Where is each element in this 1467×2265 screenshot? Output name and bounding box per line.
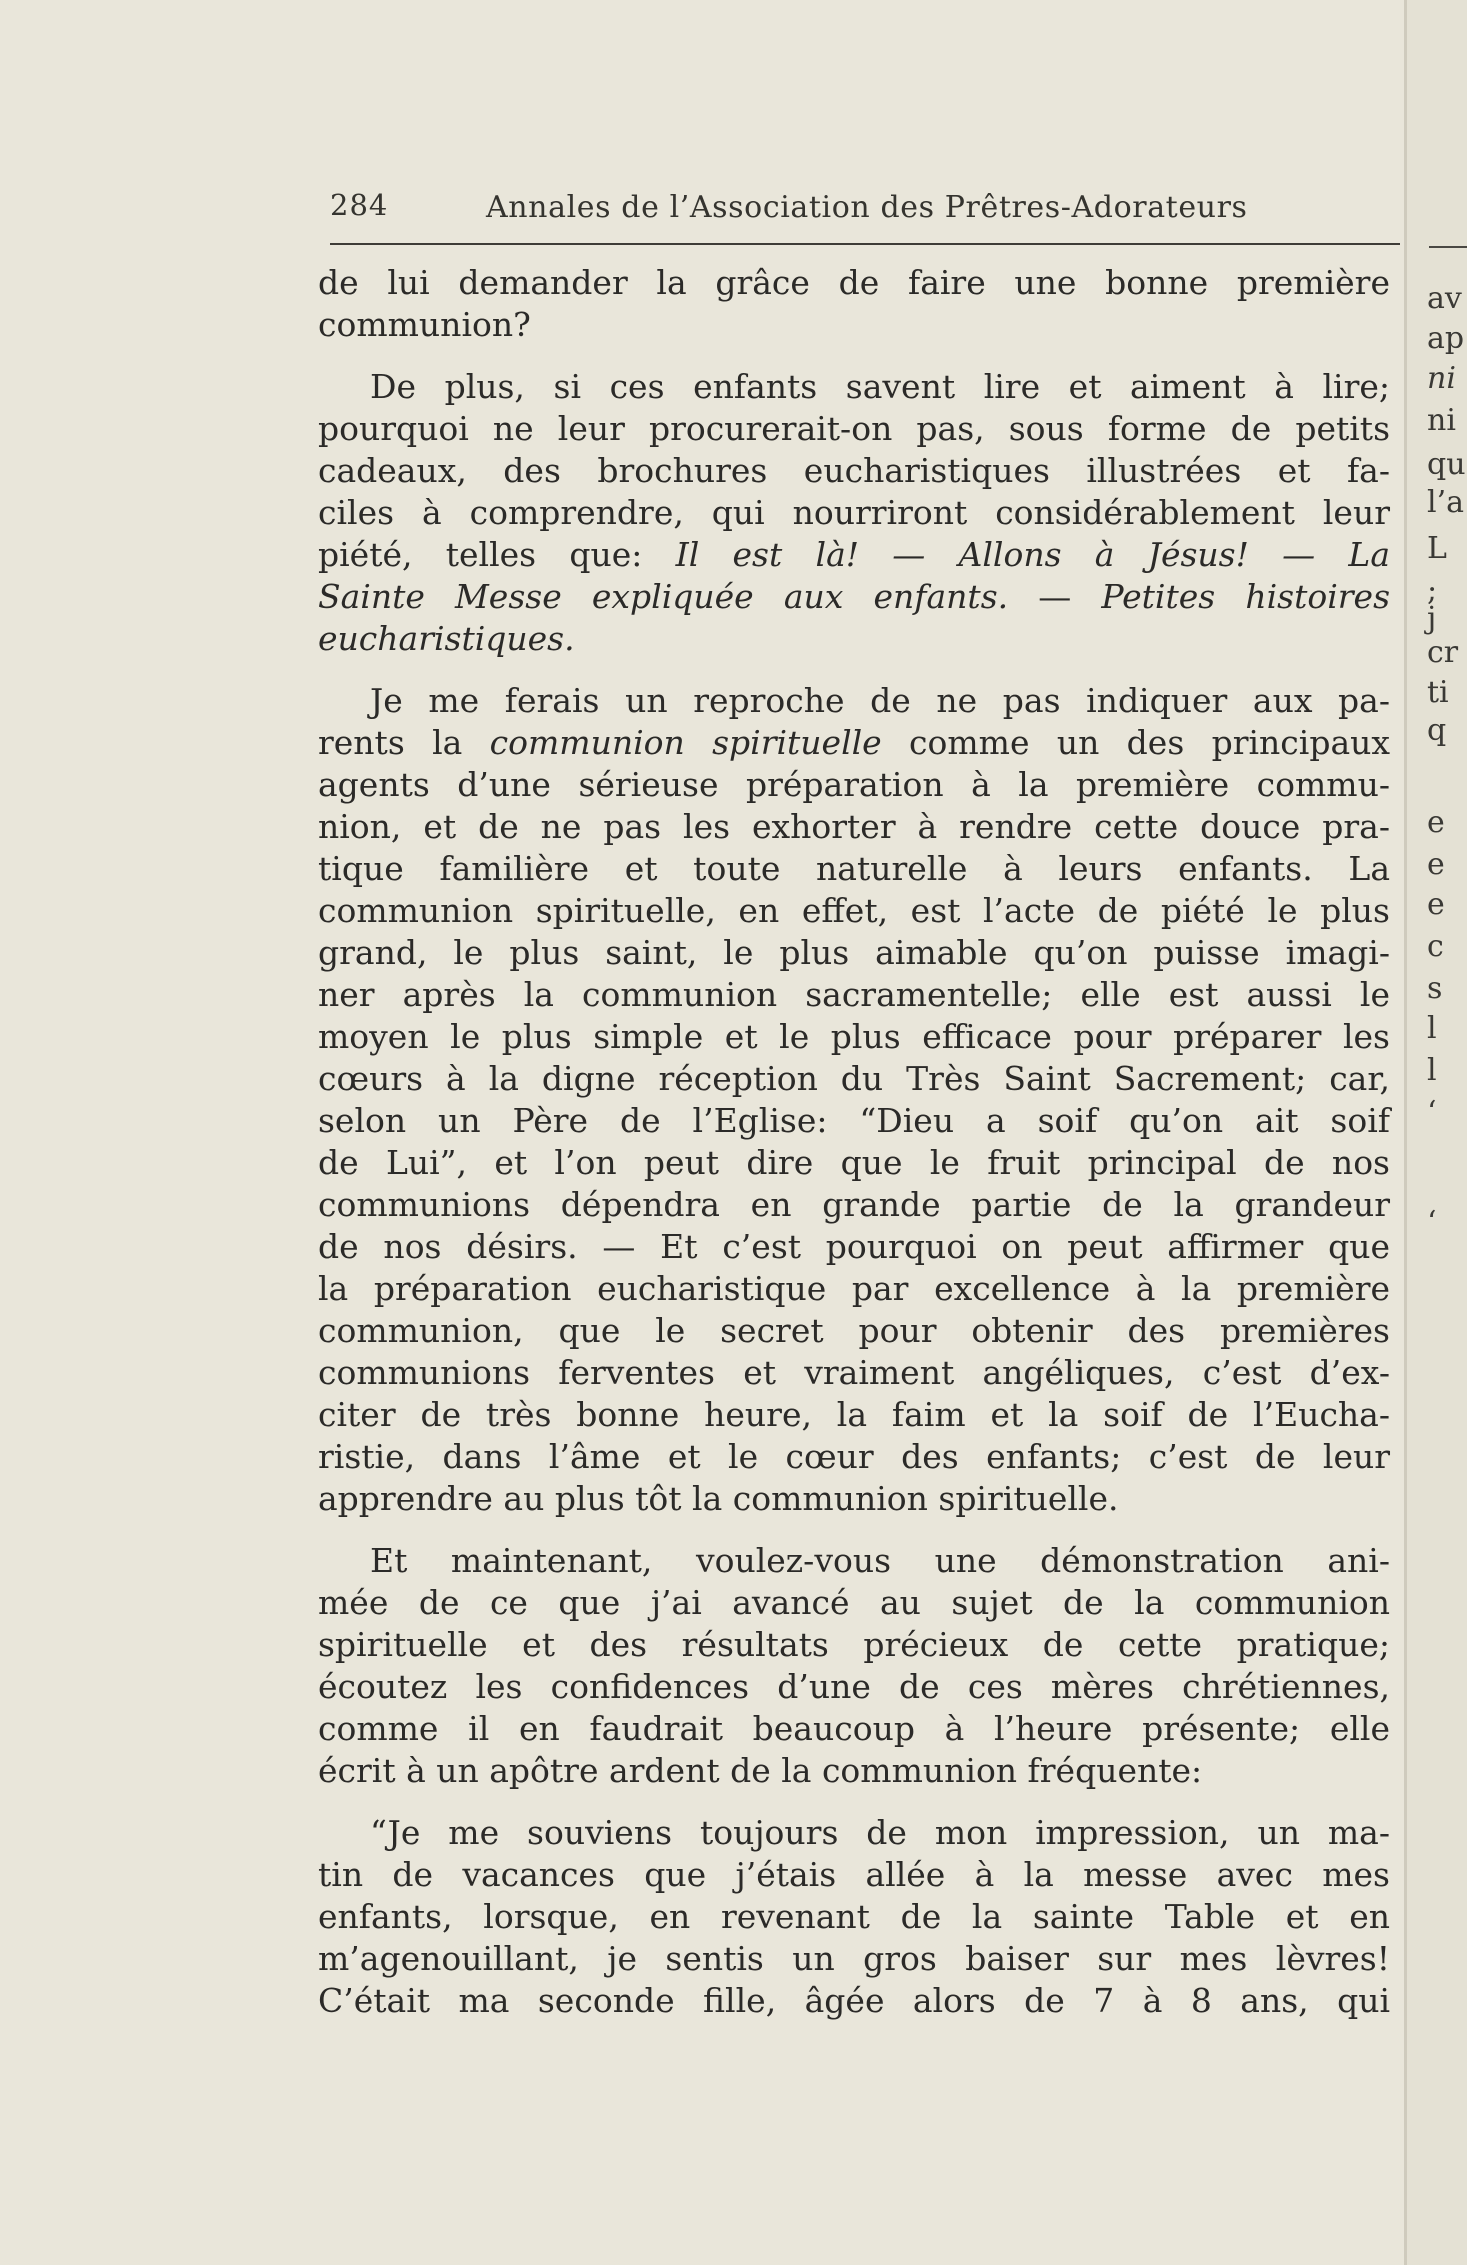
- text-line: nion, et de ne pas les exhorter à rendre cette douce pra-: [318, 807, 1390, 846]
- text-line: écrit à un apôtre ardent de la communion fréquente:: [318, 1751, 1203, 1790]
- text-line: comme il en faudrait beaucoup à l’heure présente; elle: [318, 1709, 1390, 1748]
- text-line: communion, que le secret pour obtenir des premières: [318, 1311, 1390, 1350]
- text-segment: —: [1008, 577, 1102, 616]
- text-segment: rents la: [318, 723, 490, 762]
- text-line: communion spirituelle, en effet, est l’acte de piété le plus: [318, 891, 1390, 930]
- text-line: citer de très bonne heure, la faim et la soif de l’Eucha-: [318, 1395, 1390, 1434]
- text-line: ciles à comprendre, qui nourriront considérablement leur: [318, 493, 1390, 532]
- text-line: apprendre au plus tôt la communion spirituelle.: [318, 1479, 1119, 1518]
- text-line: agents d’une sérieuse préparation à la première commu-: [318, 765, 1390, 804]
- header-rule: [330, 243, 1400, 245]
- text-line: m’agenouillant, je sentis un gros baiser sur mes lèvres!: [318, 1939, 1390, 1978]
- adjacent-page-fragment: c: [1427, 929, 1444, 964]
- text-line: Je me ferais un reproche de ne pas indiquer aux pa-: [370, 681, 1390, 720]
- text-line: De plus, si ces enfants savent lire et aiment à lire;: [370, 367, 1390, 406]
- adjacent-page-fragment: ;: [1427, 573, 1438, 608]
- adjacent-page-fragment: ‘: [1427, 1095, 1437, 1130]
- adjacent-page-fragment: L: [1427, 531, 1447, 566]
- text-segment: piété, telles que:: [318, 535, 676, 574]
- adjacent-page-fragment: e: [1427, 805, 1445, 840]
- italic-text: eucharistiques.: [318, 619, 575, 658]
- text-line: Et maintenant, voulez-vous une démonstration ani-: [370, 1541, 1390, 1580]
- paragraph: [318, 1540, 1390, 1792]
- adjacent-page-fragment: j: [1427, 601, 1437, 636]
- adjacent-page-header-rule: [1429, 246, 1467, 248]
- text-line: cadeaux, des brochures eucharistiques illustrées et fa-: [318, 451, 1390, 490]
- text-line: ristie, dans l’âme et le cœur des enfants; c’est de leur: [318, 1437, 1390, 1476]
- text-line: [318, 618, 1390, 660]
- adjacent-page-fragment: l: [1427, 1011, 1437, 1046]
- text-line: [318, 722, 1390, 764]
- adjacent-page-fragment: s: [1427, 971, 1443, 1006]
- paragraph-gap: [318, 346, 1390, 366]
- paragraph: [318, 366, 1390, 660]
- page-number: 284: [330, 188, 389, 222]
- adjacent-page-fragment: ni: [1427, 403, 1456, 438]
- adjacent-page-fragment: ni: [1427, 361, 1456, 396]
- text-line: selon un Père de l’Eglise: “Dieu a soif qu’on ait soif: [318, 1101, 1390, 1140]
- italic-text: communion spirituelle: [489, 723, 882, 762]
- page-header: [330, 188, 1400, 238]
- adjacent-page-fragment: cr: [1427, 635, 1459, 670]
- text-line: communions ferventes et vraiment angéliques, c’est d’ex-: [318, 1353, 1390, 1392]
- adjacent-page-fragment: q: [1427, 713, 1447, 748]
- text-line: C’était ma seconde fille, âgée alors de 7 à 8 ans, qui: [318, 1981, 1390, 2020]
- adjacent-page-fragment: l’a: [1427, 485, 1465, 520]
- paragraph: [318, 680, 1390, 1520]
- paragraph-gap: [318, 1792, 1390, 1812]
- paragraph: [318, 1812, 1390, 2022]
- italic-text: Sainte Messe expliquée aux enfants.: [318, 577, 1009, 616]
- adjacent-page-fragment: qu: [1427, 447, 1466, 482]
- adjacent-page-fragment: l: [1427, 1053, 1437, 1088]
- text-line: communions dépendra en grande partie de la grandeur: [318, 1185, 1390, 1224]
- paragraph: [318, 262, 1390, 346]
- text-line: écoutez les confidences d’une de ces mères chrétiennes,: [318, 1667, 1390, 1706]
- adjacent-page-fragment: av: [1427, 281, 1462, 316]
- text-segment: comme un des principaux: [881, 723, 1390, 762]
- text-line: pourquoi ne leur procurerait-on pas, sous forme de petits: [318, 409, 1390, 448]
- text-line: la préparation eucharistique par excellence à la première: [318, 1269, 1390, 1308]
- text-line: mée de ce que j’ai avancé au sujet de la communion: [318, 1583, 1390, 1622]
- text-line: tique familière et toute naturelle à leurs enfants. La: [318, 849, 1390, 888]
- text-line: spirituelle et des résultats précieux de cette pratique;: [318, 1625, 1390, 1664]
- text-line: moyen le plus simple et le plus efficace pour préparer les: [318, 1017, 1390, 1056]
- running-title: Annales de l’Association des Prêtres-Adorateurs: [486, 190, 1248, 225]
- text-line: enfants, lorsque, en revenant de la sainte Table et en: [318, 1897, 1390, 1936]
- text-line: ner après la communion sacramentelle; elle est aussi le: [318, 975, 1390, 1014]
- body-text: [318, 262, 1390, 2022]
- paragraph-gap: [318, 1520, 1390, 1540]
- text-line: [318, 534, 1390, 576]
- text-line: de Lui”, et l’on peut dire que le fruit principal de nos: [318, 1143, 1390, 1182]
- italic-text: Petites histoires: [1101, 577, 1391, 616]
- text-line: [318, 576, 1390, 618]
- italic-text: Il est là! — Allons à Jésus! — La: [675, 535, 1390, 574]
- adjacent-page-fragment: e: [1427, 847, 1445, 882]
- adjacent-page-fragment: ti: [1427, 675, 1449, 710]
- text-line: de lui demander la grâce de faire une bonne première: [318, 263, 1390, 302]
- text-line: communion?: [318, 305, 531, 344]
- adjacent-page-edge: [1407, 0, 1467, 2265]
- text-line: “Je me souviens toujours de mon impression, un ma-: [370, 1813, 1390, 1852]
- text-line: tin de vacances que j’étais allée à la messe avec mes: [318, 1855, 1390, 1894]
- adjacent-page-fragment: ap: [1427, 321, 1465, 356]
- adjacent-page-fragment: ‘: [1427, 1205, 1437, 1240]
- paragraph-gap: [318, 660, 1390, 680]
- text-line: grand, le plus saint, le plus aimable qu’on puisse imagi-: [318, 933, 1390, 972]
- text-line: cœurs à la digne réception du Très Saint Sacrement; car,: [318, 1059, 1390, 1098]
- adjacent-page-fragment: e: [1427, 887, 1445, 922]
- text-line: de nos désirs. — Et c’est pourquoi on peut affirmer que: [318, 1227, 1390, 1266]
